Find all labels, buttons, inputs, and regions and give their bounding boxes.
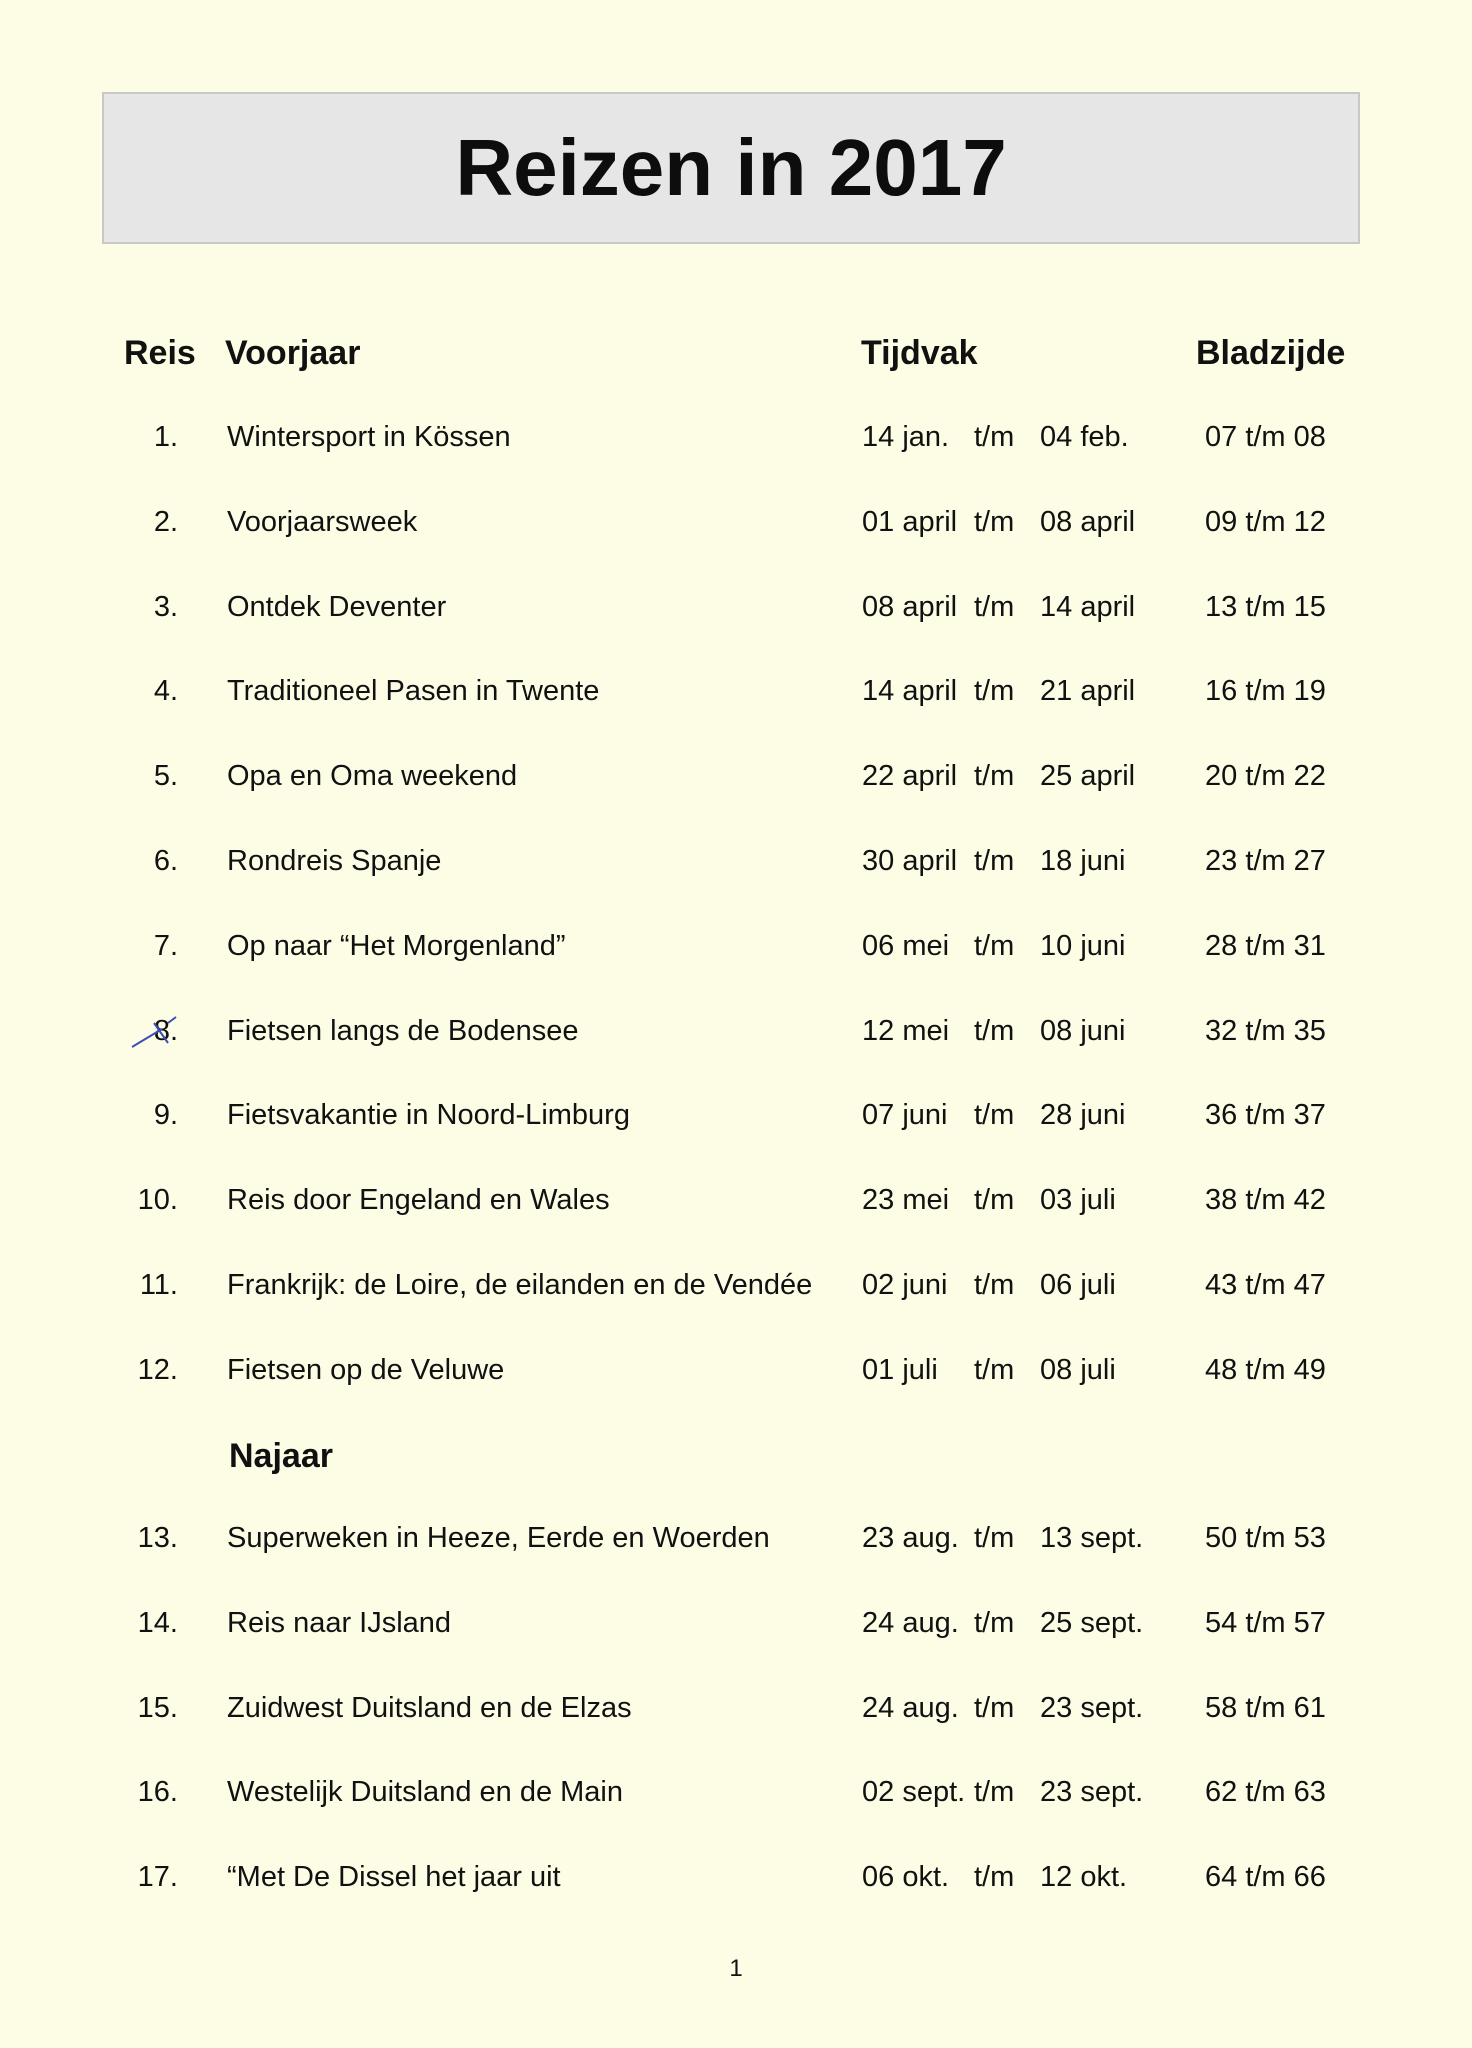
trip-start-date: 02 sept. — [862, 1776, 966, 1809]
trip-date-separator: t/m — [974, 1606, 1015, 1639]
trip-pages: 36 t/m 37 — [1205, 1099, 1326, 1132]
table-row — [0, 1776, 1472, 1826]
trip-end-date: 08 juni — [1040, 1014, 1126, 1047]
trip-date-separator: t/m — [974, 1184, 1015, 1217]
trip-start-date: 12 mei — [862, 1014, 950, 1047]
pen-check-mark — [128, 1013, 188, 1053]
trip-number: 10. — [137, 1184, 178, 1217]
trip-date-separator: t/m — [974, 421, 1015, 453]
page-number: 1 — [729, 1955, 743, 1982]
trip-name: Wintersport in Kössen — [227, 421, 511, 453]
header-bladzijde: Bladzijde — [1196, 334, 1346, 372]
trip-date-separator: t/m — [974, 845, 1015, 877]
trip-start-date: 06 okt. — [862, 1861, 950, 1894]
trip-start-date: 24 aug. — [862, 1606, 959, 1639]
title-box — [102, 92, 1360, 244]
page-title: Reizen in 2017 — [455, 123, 1007, 212]
trip-end-date: 04 feb. — [1040, 421, 1129, 453]
trip-name: Fietsvakantie in Noord-Limburg — [227, 1099, 630, 1132]
trip-start-date: 08 april — [862, 590, 958, 623]
trip-end-date: 08 april — [1040, 505, 1136, 538]
table-row — [0, 506, 1472, 556]
trip-end-date: 21 april — [1040, 675, 1136, 708]
trip-date-separator: t/m — [974, 929, 1015, 962]
trip-date-separator: t/m — [974, 1691, 1015, 1724]
trip-name: “Met De Dissel het jaar uit — [227, 1861, 561, 1894]
trip-number: 6. — [153, 845, 178, 877]
section-najaar: Najaar — [229, 1437, 333, 1475]
trip-pages: 28 t/m 31 — [1205, 929, 1326, 962]
trip-pages: 50 t/m 53 — [1205, 1522, 1326, 1554]
trip-number: 5. — [153, 760, 178, 793]
table-row — [0, 845, 1472, 895]
trip-pages: 16 t/m 19 — [1205, 675, 1326, 708]
trip-start-date: 01 juli — [862, 1353, 938, 1386]
trip-date-separator: t/m — [974, 675, 1015, 708]
trip-number: 3. — [153, 590, 178, 623]
table-row — [0, 1692, 1472, 1742]
trip-date-separator: t/m — [974, 760, 1015, 793]
trip-start-date: 30 april — [862, 845, 958, 877]
trip-date-separator: t/m — [974, 1269, 1015, 1301]
trip-start-date: 23 mei — [862, 1184, 950, 1217]
trip-end-date: 25 april — [1040, 760, 1136, 793]
trip-name: Voorjaarsweek — [227, 505, 418, 538]
trip-pages: 07 t/m 08 — [1205, 421, 1326, 453]
trip-end-date: 28 juni — [1040, 1099, 1126, 1132]
trip-date-separator: t/m — [974, 1776, 1015, 1809]
trip-start-date: 24 aug. — [862, 1691, 959, 1724]
trip-end-date: 08 juli — [1040, 1353, 1116, 1386]
trip-pages: 48 t/m 49 — [1205, 1353, 1326, 1386]
trip-end-date: 14 april — [1040, 590, 1136, 623]
table-row — [0, 1861, 1472, 1911]
trip-date-separator: t/m — [974, 1353, 1015, 1386]
trip-pages: 43 t/m 47 — [1205, 1269, 1326, 1301]
trip-start-date: 07 juni — [862, 1099, 948, 1132]
header-voorjaar: Voorjaar — [225, 334, 361, 372]
table-row — [0, 1015, 1472, 1065]
trip-date-separator: t/m — [974, 1099, 1015, 1132]
trip-name: Opa en Oma weekend — [227, 760, 518, 793]
trip-name: Superweken in Heeze, Eerde en Woerden — [227, 1522, 770, 1554]
trip-start-date: 22 april — [862, 760, 958, 793]
trip-name: Zuidwest Duitsland en de Elzas — [227, 1691, 632, 1724]
trip-name: Westelijk Duitsland en de Main — [227, 1776, 623, 1809]
trip-pages: 09 t/m 12 — [1205, 505, 1326, 538]
table-row — [0, 675, 1472, 725]
trip-date-separator: t/m — [974, 505, 1015, 538]
trip-pages: 23 t/m 27 — [1205, 845, 1326, 877]
trip-number: 1. — [153, 421, 178, 453]
trip-number: 17. — [137, 1861, 178, 1894]
trip-name: Ontdek Deventer — [227, 590, 447, 623]
trip-end-date: 25 sept. — [1040, 1606, 1144, 1639]
trip-name: Reis door Engeland en Wales — [227, 1184, 610, 1217]
table-row — [0, 1269, 1472, 1319]
header-reis: Reis — [124, 334, 196, 372]
trip-number: 4. — [153, 675, 178, 708]
trip-date-separator: t/m — [974, 590, 1015, 623]
trip-pages: 54 t/m 57 — [1205, 1606, 1326, 1639]
trip-end-date: 23 sept. — [1040, 1776, 1144, 1809]
table-row — [0, 591, 1472, 641]
trip-end-date: 12 okt. — [1040, 1861, 1128, 1894]
trip-number: 15. — [137, 1691, 178, 1724]
trip-end-date: 03 juli — [1040, 1184, 1116, 1217]
trip-number: 2. — [153, 505, 178, 538]
trip-number: 9. — [153, 1099, 178, 1132]
trip-start-date: 14 april — [862, 675, 958, 708]
trip-pages: 64 t/m 66 — [1205, 1861, 1326, 1894]
table-row — [0, 1184, 1472, 1234]
trip-pages: 62 t/m 63 — [1205, 1776, 1326, 1809]
trip-name: Traditioneel Pasen in Twente — [227, 675, 600, 708]
trip-start-date: 02 juni — [862, 1269, 948, 1301]
trip-end-date: 23 sept. — [1040, 1691, 1144, 1724]
trip-pages: 13 t/m 15 — [1205, 590, 1326, 623]
trip-number: 14. — [137, 1606, 178, 1639]
table-row — [0, 1522, 1472, 1572]
trip-name: Rondreis Spanje — [227, 845, 442, 877]
table-row — [0, 1099, 1472, 1149]
trip-name: Frankrijk: de Loire, de eilanden en de Vendée — [227, 1269, 813, 1301]
trip-number: 8. — [153, 1014, 178, 1047]
table-row — [0, 760, 1472, 810]
table-row — [0, 1354, 1472, 1404]
trip-number: 12. — [137, 1353, 178, 1386]
trip-end-date: 10 juni — [1040, 929, 1126, 962]
trip-name: Fietsen langs de Bodensee — [227, 1014, 579, 1047]
header-tijdvak: Tijdvak — [861, 334, 978, 372]
trip-pages: 32 t/m 35 — [1205, 1014, 1326, 1047]
trip-pages: 20 t/m 22 — [1205, 760, 1326, 793]
table-row — [0, 930, 1472, 980]
trip-name: Op naar “Het Morgenland” — [227, 929, 566, 962]
trip-pages: 38 t/m 42 — [1205, 1184, 1326, 1217]
trip-date-separator: t/m — [974, 1861, 1015, 1894]
trip-name: Reis naar IJsland — [227, 1606, 452, 1639]
table-row — [0, 421, 1472, 471]
trip-start-date: 23 aug. — [862, 1522, 959, 1554]
trip-name: Fietsen op de Veluwe — [227, 1353, 505, 1386]
trip-number: 11. — [139, 1269, 178, 1301]
trip-end-date: 18 juni — [1040, 845, 1126, 877]
trip-start-date: 01 april — [862, 505, 958, 538]
trip-number: 7. — [153, 929, 178, 962]
trip-end-date: 06 juli — [1040, 1269, 1116, 1301]
trip-number: 13. — [137, 1522, 178, 1554]
trip-end-date: 13 sept. — [1040, 1522, 1144, 1554]
trip-date-separator: t/m — [974, 1522, 1015, 1554]
trip-pages: 58 t/m 61 — [1205, 1691, 1326, 1724]
trip-start-date: 06 mei — [862, 929, 950, 962]
trip-number: 16. — [137, 1776, 178, 1809]
trip-date-separator: t/m — [974, 1014, 1015, 1047]
table-row — [0, 1607, 1472, 1657]
trip-start-date: 14 jan. — [862, 421, 950, 453]
